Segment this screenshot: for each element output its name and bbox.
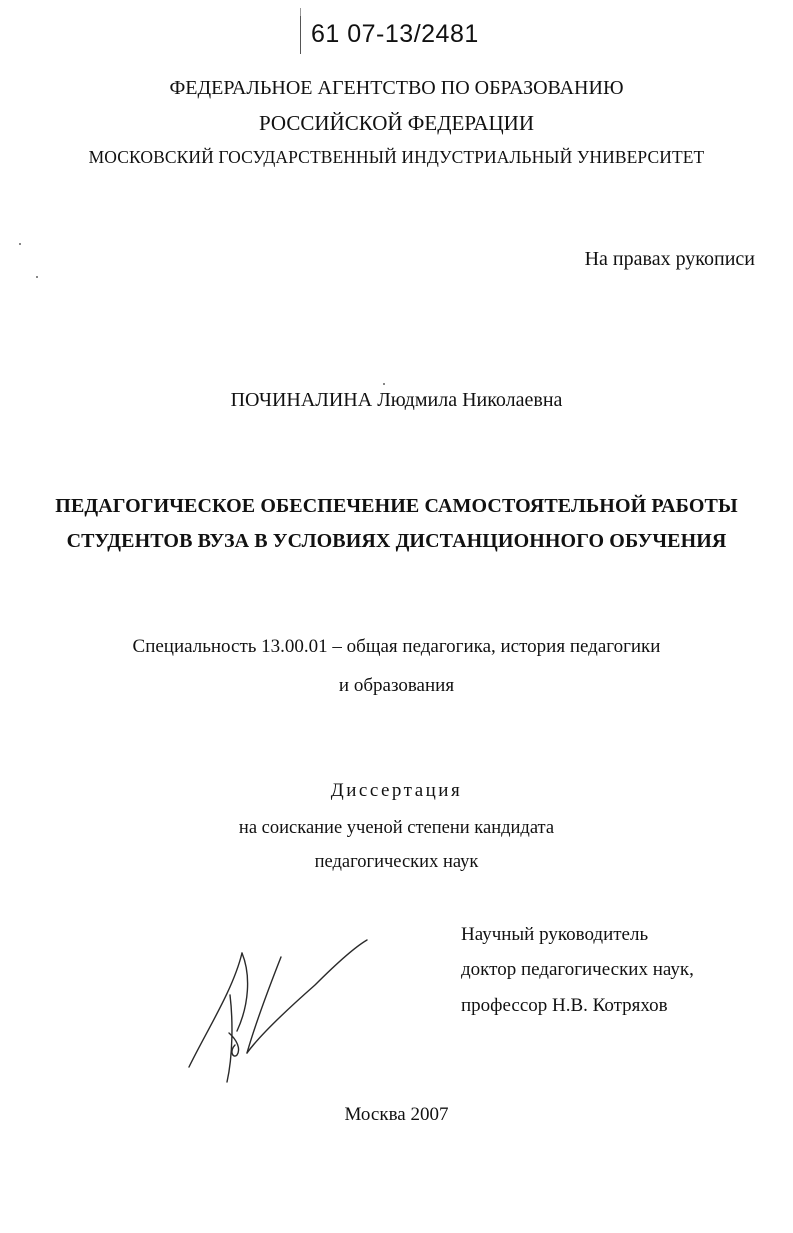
specialty-line-2: и образования [338,675,455,696]
agency-line-1: ФЕДЕРАЛЬНОЕ АГЕНТСТВО ПО ОБРАЗОВАНИЮ [169,77,624,99]
stamp-tick-mark [300,8,301,16]
advisor-name: профессор Н.В. Котряхов [461,995,668,1016]
degree-line-2: педагогических наук [314,852,479,872]
manuscript-rights-note: На правах рукописи [584,248,755,270]
city-and-year: Москва 2007 [344,1104,449,1125]
advisor-role: Научный руководитель [461,924,649,945]
degree-line-1: на соискание ученой степени кандидата [238,818,555,838]
thesis-title-line-2: СТУДЕНТОВ ВУЗА В УСЛОВИЯХ ДИСТАНЦИОННОГО ОБУЧЕНИЯ [66,530,727,552]
advisor-degree: доктор педагогических наук, [461,959,694,980]
thesis-title-line-1: ПЕДАГОГИЧЕСКОЕ ОБЕСПЕЧЕНИЕ САМОСТОЯТЕЛЬНОЙ РАБОТЫ [55,495,738,517]
scan-speck [383,383,385,385]
agency-line-2: РОССИЙСКОЙ ФЕДЕРАЦИИ [259,111,534,135]
dissertation-label: Диссертация [330,780,463,801]
scan-speck [19,243,21,245]
author-name: ПОЧИНАЛИНА Людмила Николаевна [230,389,563,411]
university-name: МОСКОВСКИЙ ГОСУДАРСТВЕННЫЙ ИНДУСТРИАЛЬНЫЙ УНИВЕРСИТЕТ [88,147,705,167]
archive-stamp-code: 61 07-13/2481 [311,20,479,48]
scan-speck [36,276,38,278]
handwritten-signature [185,935,375,1095]
stamp-divider [300,16,301,54]
specialty-line-1: Специальность 13.00.01 – общая педагогика, история педагогики [132,636,661,657]
